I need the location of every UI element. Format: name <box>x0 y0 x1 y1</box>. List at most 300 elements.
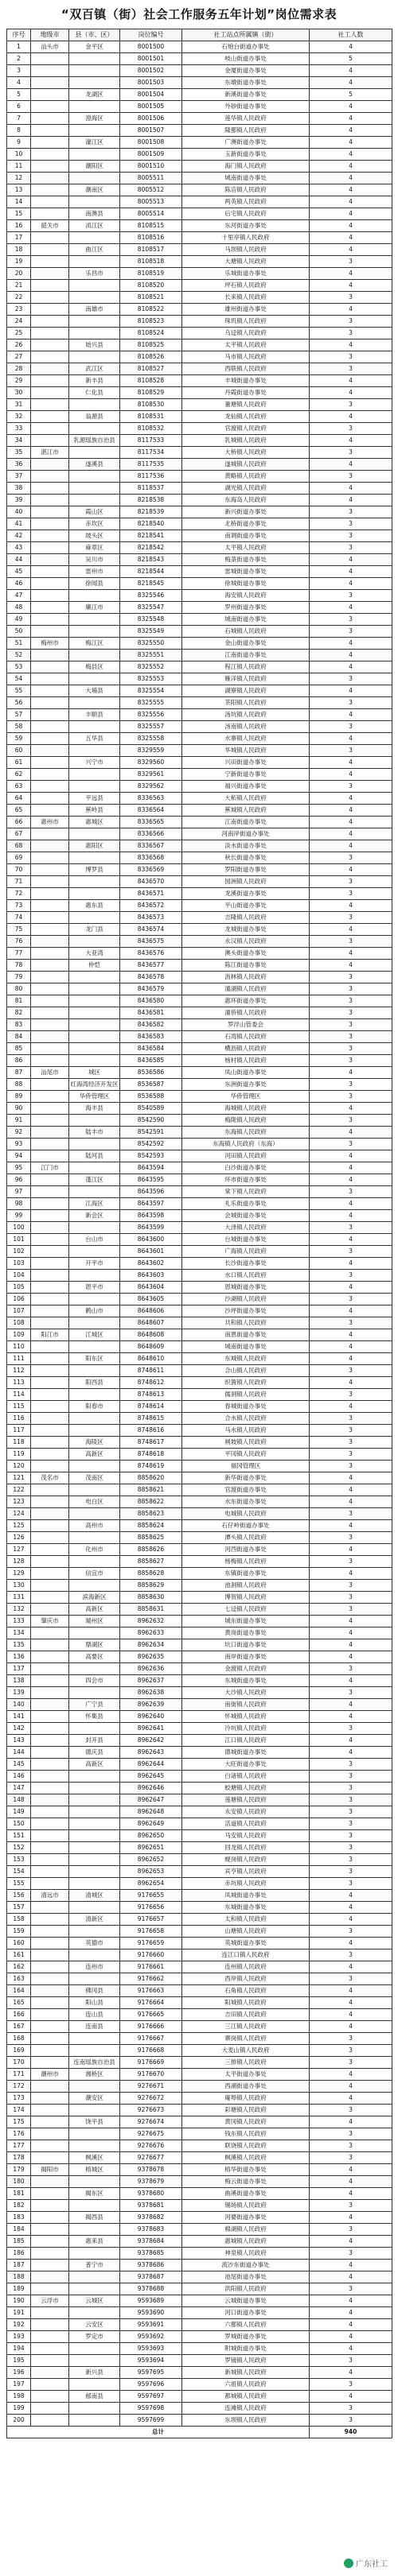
cell-city <box>31 483 69 495</box>
cell-city <box>31 2057 69 2069</box>
cell-station: 大柘镇人民政府 <box>182 793 310 805</box>
table-row <box>7 1461 392 1472</box>
cell-station: 南恩街道办事处 <box>182 1329 310 1341</box>
cell-station: 罗州街道办事处 <box>182 602 310 614</box>
cell-code: 8325552 <box>120 661 182 673</box>
cell-station: 梅云街道办事处 <box>182 2176 310 2188</box>
cell-code: 8218544 <box>120 566 182 578</box>
table-row <box>7 2307 392 2319</box>
cell-city <box>31 972 69 983</box>
cell-code: 8436576 <box>120 948 182 960</box>
cell-count: 4 <box>310 244 392 256</box>
cell-station: 莲塘镇人民政府 <box>182 1794 310 1806</box>
cell-city <box>31 1317 69 1329</box>
cell-count: 4 <box>310 101 392 113</box>
table-row <box>7 1914 392 1926</box>
table-row <box>7 2069 392 2081</box>
cell-city <box>31 2009 69 2021</box>
cell-county: 丰顺县 <box>69 709 120 721</box>
table-row <box>7 196 392 208</box>
cell-county <box>69 1508 120 1520</box>
cell-count: 3 <box>310 1043 392 1055</box>
cell-station: 龙城街道办事处 <box>182 924 310 936</box>
cell-county <box>69 1771 120 1783</box>
cell-station: 新城镇人民政府 <box>182 2367 310 2379</box>
cell-city <box>31 2248 69 2260</box>
cell-count: 3 <box>310 423 392 435</box>
cell-code: 8329561 <box>120 769 182 781</box>
cell-county: 江城区 <box>69 1329 120 1341</box>
cell-seq: 103 <box>7 1258 31 1270</box>
cell-code: 9593693 <box>120 2343 182 2355</box>
cell-code: 9378679 <box>120 2176 182 2188</box>
cell-county <box>69 53 120 65</box>
cell-city <box>31 184 69 196</box>
table-row <box>7 65 392 77</box>
cell-seq: 196 <box>7 2367 31 2379</box>
cell-seq: 4 <box>7 77 31 89</box>
cell-station: 太平街道办事处 <box>182 2069 310 2081</box>
cell-city <box>31 1783 69 1794</box>
cell-station: 宾亨镇人民政府 <box>182 1866 310 1878</box>
cell-count: 4 <box>310 1938 392 1949</box>
cell-city <box>31 101 69 113</box>
table-row <box>7 2200 392 2212</box>
cell-station: 外砂街道办事处 <box>182 101 310 113</box>
cell-station: 江南街道办事处 <box>182 817 310 828</box>
cell-count: 3 <box>310 876 392 888</box>
cell-count: 3 <box>310 1866 392 1878</box>
table-row <box>7 1651 392 1663</box>
table-row <box>7 1866 392 1878</box>
cell-station: 流沙东街道办事处 <box>182 2260 310 2271</box>
cell-county: 化州市 <box>69 1544 120 1556</box>
cell-station: 沥林镇人民政府 <box>182 972 310 983</box>
table-row <box>7 1496 392 1508</box>
cell-code: 8748619 <box>120 1461 182 1472</box>
cell-code: 8748616 <box>120 1425 182 1437</box>
cell-seq: 83 <box>7 1019 31 1031</box>
cell-station: 广澳街道办事处 <box>182 137 310 149</box>
cell-city <box>31 2224 69 2236</box>
cell-county: 江海区 <box>69 1198 120 1210</box>
table-row <box>7 2116 392 2128</box>
table-row <box>7 2009 392 2021</box>
cell-code: 9176669 <box>120 2057 182 2069</box>
cell-city <box>31 912 69 924</box>
table-row <box>7 1687 392 1699</box>
cell-city <box>31 244 69 256</box>
cell-county <box>69 1043 120 1055</box>
cell-seq: 174 <box>7 2105 31 2116</box>
cell-seq: 198 <box>7 2391 31 2403</box>
cell-seq: 149 <box>7 1806 31 1818</box>
table-row <box>7 638 392 650</box>
cell-city <box>31 876 69 888</box>
cell-count: 3 <box>310 1246 392 1258</box>
cell-city <box>31 1794 69 1806</box>
cell-count: 3 <box>310 2152 392 2164</box>
cell-seq: 14 <box>7 196 31 208</box>
cell-code: 8858627 <box>120 1556 182 1568</box>
cell-count: 4 <box>310 805 392 817</box>
cell-county <box>69 995 120 1007</box>
cell-station: 水口镇人民政府 <box>182 1270 310 1282</box>
cell-station: 赤坑镇人民政府 <box>182 1878 310 1890</box>
cell-code: 8117535 <box>120 459 182 471</box>
cell-city <box>31 960 69 972</box>
table-row <box>7 77 392 89</box>
cell-city <box>31 1043 69 1055</box>
cell-city <box>31 840 69 852</box>
table-row <box>7 1938 392 1949</box>
cell-seq: 99 <box>7 1210 31 1222</box>
cell-seq: 66 <box>7 817 31 828</box>
cell-count: 4 <box>310 864 392 876</box>
cell-county: 华侨管理区 <box>69 1091 120 1103</box>
cell-city <box>31 924 69 936</box>
cell-county <box>69 196 120 208</box>
cell-county <box>69 1139 120 1150</box>
cell-city <box>31 1556 69 1568</box>
cell-county: 茂南区 <box>69 1472 120 1484</box>
cell-code: 8001505 <box>120 101 182 113</box>
cell-city: 云浮市 <box>31 2295 69 2307</box>
cell-station: 隆都镇人民政府 <box>182 125 310 137</box>
table-row <box>7 399 392 411</box>
cell-count: 4 <box>310 1520 392 1532</box>
cell-station: 长来镇人民政府 <box>182 292 310 304</box>
cell-county: 恩平市 <box>69 1282 120 1294</box>
cell-code: 8001506 <box>120 113 182 125</box>
cell-count: 4 <box>310 1961 392 1973</box>
cell-station: 东坝镇人民政府 <box>182 2415 310 2427</box>
table-row <box>7 1091 392 1103</box>
cell-city <box>31 435 69 447</box>
cell-count: 4 <box>310 793 392 805</box>
cell-station: 东城街道办事处 <box>182 1675 310 1687</box>
cell-county: 潮阳区 <box>69 161 120 173</box>
cell-station: 江口镇人民政府 <box>182 1735 310 1747</box>
cell-seq: 50 <box>7 626 31 638</box>
table-row <box>7 1043 392 1055</box>
table-row <box>7 1246 392 1258</box>
cell-station: 山塘镇人民政府 <box>182 1926 310 1938</box>
cell-count: 4 <box>310 1651 392 1663</box>
cell-county: 南雄市 <box>69 304 120 316</box>
cell-seq: 60 <box>7 745 31 757</box>
table-row <box>7 471 392 483</box>
table-row <box>7 2057 392 2069</box>
cell-city <box>31 363 69 375</box>
cell-code: 9593689 <box>120 2295 182 2307</box>
cell-city <box>31 1902 69 1914</box>
cell-seq: 71 <box>7 876 31 888</box>
cell-county <box>69 721 120 733</box>
cell-count: 4 <box>310 173 392 184</box>
cell-county: 郁南县 <box>69 2391 120 2403</box>
cell-county: 兴宁市 <box>69 757 120 769</box>
cell-code: 9176668 <box>120 2045 182 2057</box>
table-row <box>7 1926 392 1938</box>
cell-county: 南澳县 <box>69 208 120 220</box>
table-row <box>7 1544 392 1556</box>
cell-count: 4 <box>310 2343 392 2355</box>
cell-seq: 187 <box>7 2260 31 2271</box>
cell-code: 8542592 <box>120 1139 182 1150</box>
cell-station: 乳城镇人民政府 <box>182 435 310 447</box>
cell-seq: 7 <box>7 113 31 125</box>
cell-county: 城区 <box>69 1067 120 1079</box>
cell-count: 4 <box>310 1496 392 1508</box>
cell-count: 3 <box>310 1461 392 1472</box>
cell-seq: 33 <box>7 423 31 435</box>
cell-county: 湘桥区 <box>69 2069 120 2081</box>
cell-seq: 102 <box>7 1246 31 1258</box>
cell-station: 吉隆镇人民政府 <box>182 912 310 924</box>
cell-seq: 98 <box>7 1198 31 1210</box>
cell-county: 高州市 <box>69 1520 120 1532</box>
cell-city: 汕尾市 <box>31 1067 69 1079</box>
cell-city <box>31 2236 69 2248</box>
cell-county: 连南县 <box>69 2021 120 2033</box>
cell-count: 4 <box>310 948 392 960</box>
cell-city <box>31 721 69 733</box>
cell-code: 9176667 <box>120 2033 182 2045</box>
cell-county <box>69 1580 120 1592</box>
cell-count: 4 <box>310 375 392 387</box>
cell-city <box>31 125 69 137</box>
cell-city <box>31 1222 69 1234</box>
cell-station: 珠玑镇人民政府 <box>182 316 310 328</box>
cell-city <box>31 745 69 757</box>
cell-station: 蕉城镇人民政府 <box>182 805 310 817</box>
cell-county <box>69 1162 120 1174</box>
cell-seq: 42 <box>7 530 31 542</box>
cell-station: 礼乐街道办事处 <box>182 1198 310 1210</box>
cell-count: 4 <box>310 1198 392 1210</box>
table-row <box>7 1997 392 2009</box>
cell-seq: 148 <box>7 1794 31 1806</box>
cell-city <box>31 1973 69 1985</box>
cell-count: 5 <box>310 89 392 101</box>
cell-county: 梅江区 <box>69 638 120 650</box>
cell-county: 金平区 <box>69 41 120 53</box>
cell-seq: 109 <box>7 1329 31 1341</box>
cell-seq: 5 <box>7 89 31 101</box>
table-row <box>7 2331 392 2343</box>
table-row <box>7 328 392 339</box>
cell-seq: 182 <box>7 2200 31 2212</box>
cell-station: 海城镇人民政府 <box>182 1103 310 1115</box>
cell-seq: 164 <box>7 1985 31 1997</box>
cell-county <box>69 256 120 268</box>
cell-code: 9176657 <box>120 1914 182 1926</box>
cell-code: 8336569 <box>120 864 182 876</box>
cell-city <box>31 161 69 173</box>
cell-code: 8325549 <box>120 626 182 638</box>
cell-station: 大泽镇人民政府 <box>182 1222 310 1234</box>
cell-station: 南街镇人民政府 <box>182 1699 310 1711</box>
cell-count: 3 <box>310 2128 392 2140</box>
cell-code: 8108531 <box>120 411 182 423</box>
cell-seq: 92 <box>7 1127 31 1139</box>
cell-code: 9378680 <box>120 2188 182 2200</box>
cell-city <box>31 2176 69 2188</box>
cell-city <box>31 399 69 411</box>
cell-city <box>31 2105 69 2116</box>
table-row <box>7 697 392 709</box>
cell-count: 4 <box>310 1699 392 1711</box>
cell-city <box>31 1484 69 1496</box>
cell-county <box>69 316 120 328</box>
cell-code: 8001500 <box>120 41 182 53</box>
cell-code: 9378688 <box>120 2283 182 2295</box>
table-row <box>7 1162 392 1174</box>
cell-code: 8001501 <box>120 53 182 65</box>
cell-seq: 67 <box>7 828 31 840</box>
cell-count: 3 <box>310 1687 392 1699</box>
cell-county <box>69 876 120 888</box>
cell-seq: 86 <box>7 1055 31 1067</box>
cell-county <box>69 1556 120 1568</box>
cell-city <box>31 2212 69 2224</box>
table-row <box>7 280 392 292</box>
table-row <box>7 447 392 459</box>
table-row <box>7 1973 392 1985</box>
cell-count: 3 <box>310 2415 392 2427</box>
cell-code: 8962637 <box>120 1675 182 1687</box>
cell-station: 白沙街道办事处 <box>182 1162 310 1174</box>
table-row <box>7 900 392 912</box>
cell-seq: 90 <box>7 1103 31 1115</box>
cell-county <box>69 77 120 89</box>
cell-city <box>31 685 69 697</box>
table-row <box>7 1234 392 1246</box>
cell-county: 封开县 <box>69 1735 120 1747</box>
header-row <box>7 29 392 41</box>
cell-city <box>31 1568 69 1580</box>
cell-seq: 138 <box>7 1675 31 1687</box>
cell-code: 9597695 <box>120 2367 182 2379</box>
table-row <box>7 101 392 113</box>
cell-county: 赤坎区 <box>69 518 120 530</box>
cell-city <box>31 1127 69 1139</box>
cell-code: 8218545 <box>120 578 182 590</box>
cell-code: 8001507 <box>120 125 182 137</box>
cell-station: 洪阳镇人民政府 <box>182 2283 310 2295</box>
cell-code: 8436573 <box>120 912 182 924</box>
cell-count: 3 <box>310 1842 392 1854</box>
cell-code: 8325548 <box>120 614 182 626</box>
cell-code: 8858623 <box>120 1508 182 1520</box>
cell-station: 新溪街道办事处 <box>182 89 310 101</box>
cell-code: 8436578 <box>120 972 182 983</box>
cell-city <box>31 1401 69 1413</box>
table-row <box>7 1389 392 1401</box>
cell-code: 9176666 <box>120 2021 182 2033</box>
cell-code: 8648609 <box>120 1341 182 1353</box>
cell-city <box>31 852 69 864</box>
cell-county: 博罗县 <box>69 864 120 876</box>
cell-city <box>31 661 69 673</box>
cell-county <box>69 2105 120 2116</box>
cell-county: 红海湾经济开发区 <box>69 1079 120 1091</box>
cell-code: 9176661 <box>120 1961 182 1973</box>
cell-station: 黄冈镇人民政府 <box>182 2116 310 2128</box>
cell-seq: 1 <box>7 41 31 53</box>
cell-county: 惠城区 <box>69 817 120 828</box>
cell-county <box>69 2176 120 2188</box>
cell-county <box>69 1783 120 1794</box>
cell-count: 4 <box>310 411 392 423</box>
table-row <box>7 2081 392 2093</box>
cell-seq: 78 <box>7 960 31 972</box>
cell-city <box>31 304 69 316</box>
cell-code: 9176656 <box>120 1902 182 1914</box>
cell-city: 清远市 <box>31 1890 69 1902</box>
cell-county: 阳山县 <box>69 1997 120 2009</box>
cell-code: 8858621 <box>120 1484 182 1496</box>
cell-station: 罗城街道办事处 <box>182 2331 310 2343</box>
table-row <box>7 1317 392 1329</box>
cell-code: 8748614 <box>120 1401 182 1413</box>
cell-seq: 185 <box>7 2236 31 2248</box>
cell-code: 8540589 <box>120 1103 182 1115</box>
cell-station: 十里亭镇人民政府 <box>182 232 310 244</box>
cell-city: 惠州市 <box>31 817 69 828</box>
cell-seq: 91 <box>7 1115 31 1127</box>
cell-count: 5 <box>310 53 392 65</box>
cell-seq: 156 <box>7 1890 31 1902</box>
cell-count: 4 <box>310 1735 392 1747</box>
cell-county <box>69 1806 120 1818</box>
cell-count: 3 <box>310 1878 392 1890</box>
cell-county <box>69 1019 120 1031</box>
table-row <box>7 161 392 173</box>
cell-station: 钱东镇人民政府 <box>182 2128 310 2140</box>
cell-county <box>69 232 120 244</box>
cell-count: 4 <box>310 602 392 614</box>
table-row <box>7 1282 392 1294</box>
cell-count: 4 <box>310 2164 392 2176</box>
cell-county: 平远县 <box>69 793 120 805</box>
cell-station: 江南街道办事处 <box>182 650 310 661</box>
cell-station: 新华街道办事处 <box>182 1472 310 1484</box>
table-row <box>7 626 392 638</box>
cell-city <box>31 864 69 876</box>
cell-county <box>69 2271 120 2283</box>
cell-station: 曲溪街道办事处 <box>182 2188 310 2200</box>
cell-count: 4 <box>310 1067 392 1079</box>
table-row <box>7 220 392 232</box>
cell-city <box>31 1413 69 1425</box>
cell-seq: 9 <box>7 137 31 149</box>
cell-city <box>31 1246 69 1258</box>
table-row <box>7 566 392 578</box>
cell-city <box>31 1604 69 1616</box>
cell-count: 3 <box>310 1115 392 1127</box>
cell-code: 8005511 <box>120 173 182 184</box>
cell-city <box>31 77 69 89</box>
cell-code: 8643601 <box>120 1246 182 1258</box>
cell-station: 东城街道办事处 <box>182 1902 310 1914</box>
cell-county <box>69 1687 120 1699</box>
cell-station: 东海镇人民政府 <box>182 1127 310 1139</box>
cell-station: 城南街道办事处 <box>182 1341 310 1353</box>
cell-seq: 93 <box>7 1139 31 1150</box>
cell-county: 惠东县 <box>69 900 120 912</box>
